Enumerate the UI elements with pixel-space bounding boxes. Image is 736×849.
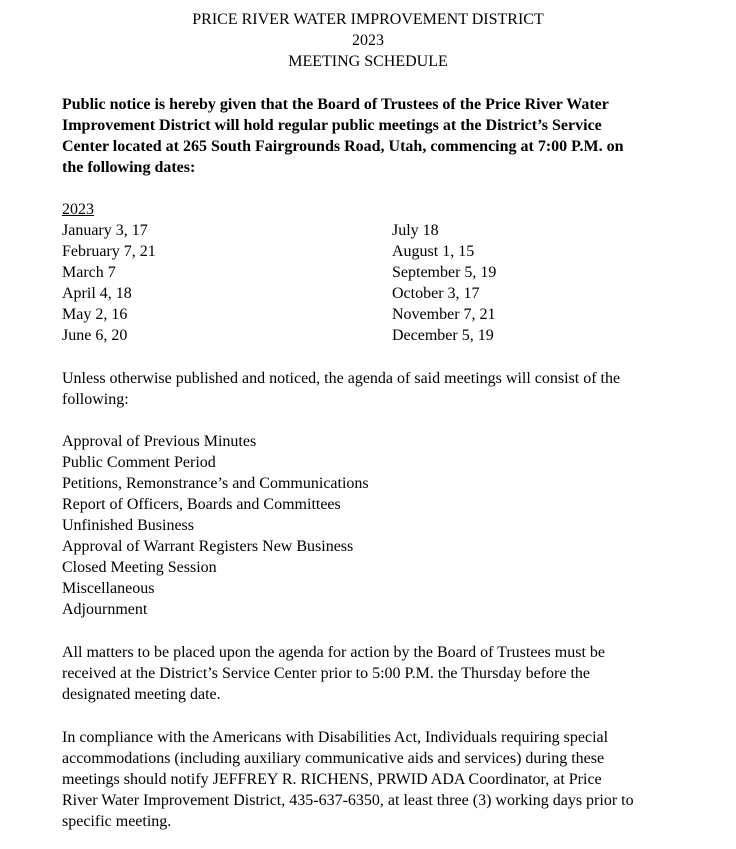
meeting-date: February 7, 21 [62,243,156,260]
meeting-date: September 5, 19 [392,264,497,281]
agenda-items-list [62,431,722,620]
schedule-year-title: 2023 [352,32,384,49]
notice-line: Center located at 265 South Fairgrounds Road, Utah, commencing at 7:00 P.M. on [62,138,624,155]
agenda-item: Approval of Previous Minutes [62,433,257,450]
meeting-date: April 4, 18 [62,285,132,302]
paragraph-line: meetings should notify JEFFREY R. RICHENS, PRWID ADA Coordinator, at Price [62,771,602,788]
ada-compliance-paragraph [62,727,722,832]
public-notice-paragraph [62,94,717,178]
paragraph-line: accommodations (including auxiliary communicative aids and services) during these [62,750,605,767]
notice-line: Improvement District will hold regular public meetings at the District’s Service [62,117,602,134]
document-title: MEETING SCHEDULE [288,53,448,70]
agenda-item: Closed Meeting Session [62,559,217,576]
meeting-date: November 7, 21 [392,306,496,323]
agenda-item: Unfinished Business [62,517,194,534]
district-name: PRICE RIVER WATER IMPROVEMENT DISTRICT [192,11,544,28]
meeting-dates-right-column [392,220,496,346]
meeting-date: March 7 [62,264,116,281]
document-header [0,9,736,72]
agenda-item: Miscellaneous [62,580,155,597]
paragraph-line: received at the District’s Service Center prior to 5:00 P.M. the Thursday before the [62,665,590,682]
agenda-item: Petitions, Remonstrance’s and Communications [62,475,369,492]
notice-line: the following dates: [62,159,196,176]
meeting-date: July 18 [392,222,439,239]
meeting-date: June 6, 20 [62,327,128,344]
agenda-item: Public Comment Period [62,454,216,471]
paragraph-line: In compliance with the Americans with Disabilities Act, Individuals requiring special [62,729,609,746]
paragraph-line: River Water Improvement District, 435-637-6350, at least three (3) working days prior to [62,792,634,809]
agenda-submission-paragraph [62,642,722,705]
meeting-dates-left-column [62,220,156,346]
paragraph-line: All matters to be placed upon the agenda for action by the Board of Trustees must be [62,644,605,661]
paragraph-line: Unless otherwise published and noticed, the agenda of said meetings will consist of the [62,370,621,387]
notice-line: Public notice is hereby given that the Board of Trustees of the Price River Water [62,96,609,113]
meeting-date: May 2, 16 [62,306,128,323]
meeting-date: January 3, 17 [62,222,148,239]
meeting-date: October 3, 17 [392,285,480,302]
agenda-item: Approval of Warrant Registers New Business [62,538,354,555]
paragraph-line: following: [62,391,129,408]
schedule-year-heading: 2023 [62,201,94,218]
meeting-date: August 1, 15 [392,243,475,260]
paragraph-line: specific meeting. [62,813,172,830]
agenda-intro-paragraph [62,368,722,410]
agenda-item: Adjournment [62,601,148,618]
agenda-item: Report of Officers, Boards and Committees [62,496,341,513]
meeting-date: December 5, 19 [392,327,494,344]
paragraph-line: designated meeting date. [62,686,221,703]
